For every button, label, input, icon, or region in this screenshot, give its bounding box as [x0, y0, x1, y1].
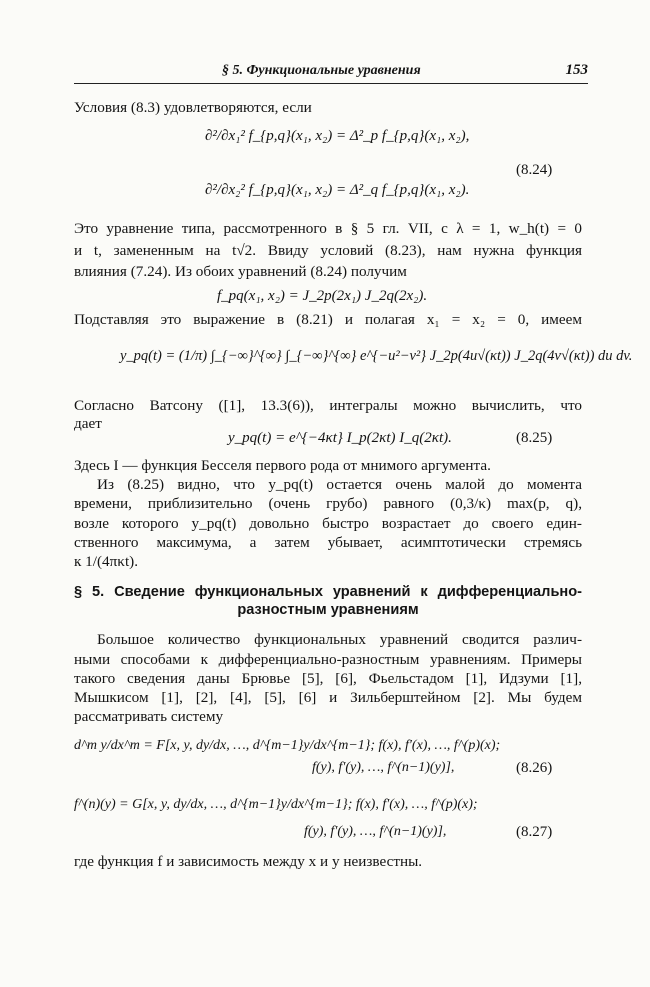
header-rule	[74, 83, 588, 84]
equation-8-26-second: f(y), f′(y), …, f^(n−1)(y)],	[312, 760, 455, 775]
text-line: Это уравнение типа, рассмотренного в § 5 гл. VII, с λ = 1, w_h(t) = 0	[74, 220, 582, 237]
equation-fpq: f_pq(x₁, x₂) = J_2p(2x₁) J_2q(2x₂).	[217, 288, 428, 304]
equation-number: (8.24)	[516, 162, 553, 178]
equation-number: (8.25)	[516, 430, 553, 446]
text-line: к 1/(4πκt).	[74, 553, 139, 570]
equation-number: (8.26)	[516, 760, 553, 776]
text-line: где функция f и зависимость между x и y неизвестны.	[74, 853, 423, 870]
equation-8-27-second: f(y), f′(y), …, f^(n−1)(y)],	[304, 824, 447, 839]
text-line: Из (8.25) видно, что y_pq(t) остается очень малой до момента	[97, 476, 582, 493]
section-heading-continued: разностным уравнениям	[237, 602, 419, 618]
page-header	[74, 60, 588, 84]
section-heading: § 5. Сведение функциональных уравнений к дифференциально-	[74, 584, 582, 600]
text-line: возле которого y_pq(t) довольно быстро возрастает до своего един-	[74, 515, 582, 532]
equation-8-24-second: ∂²/∂x₂² f_{p,q}(x₁, x₂) = Δ²_q f_{p,q}(x₁, x₂).	[205, 182, 470, 198]
equation-8-27-first: f^(n)(y) = G[x, y, dy/dx, …, d^{m−1}y/dx^{m−1}; f(x), f′(x), …, f^(p)(x);	[74, 797, 478, 812]
running-title: § 5. Функциональные уравнения	[222, 63, 421, 78]
text-line: Условия (8.3) удовлетворяются, если	[74, 99, 312, 116]
text-line: влияния (7.24). Из обоих уравнений (8.24) получим	[74, 263, 407, 280]
equation-number: (8.27)	[516, 824, 553, 840]
equation-8-26-first: d^m y/dx^m = F[x, y, dy/dx, …, d^{m−1}y/dx^{m−1}; f(x), f′(x), …, f^(p)(x);	[74, 738, 501, 753]
text-line: ственного максимума, а затем убывает, асимптотически стремясь	[74, 534, 582, 551]
text-line: и t, замененным на t√2. Ввиду условий (8.23), нам нужна функция	[74, 242, 582, 259]
text-line: Подставляя это выражение в (8.21) и полагая x₁ = x₂ = 0, имеем	[74, 311, 582, 328]
text-line: Большое количество функциональных уравнений сводится различ-	[97, 631, 582, 648]
text-line: Здесь I — функция Бесселя первого рода от мнимого аргумента.	[74, 457, 491, 474]
equation-8-24-first: ∂²/∂x₁² f_{p,q}(x₁, x₂) = Δ²_p f_{p,q}(x₁, x₂),	[205, 128, 470, 144]
page-number: 153	[565, 62, 588, 78]
text-line: дает	[74, 415, 102, 432]
text-line: рассматривать систему	[74, 708, 224, 725]
text-line: Согласно Ватсону ([1], 13.3(6)), интегралы можно вычислить, что	[74, 397, 582, 414]
text-line: времени, приблизительно (очень грубо) равного (0,3/κ) max(p, q),	[74, 495, 582, 512]
text-line: Мышкисом [1], [2], [4], [5], [6] и Зильберштейном [2]. Мы будем	[74, 689, 582, 706]
equation-ypq-integral: y_pq(t) = (1/π) ∫_{−∞}^{∞} ∫_{−∞}^{∞} e^{−u²−v²} J_2p(4u√(κt)) J_2q(4v√(κt)) du dv.	[120, 348, 633, 364]
text-line: ными способами к дифференциально-разностным уравнениям. Примеры	[74, 651, 582, 668]
text-line: такого сведения даны Брювье [5], [6], Фьельстадом [1], Идзуми [1],	[74, 670, 582, 687]
equation-8-25: y_pq(t) = e^{−4κt} I_p(2κt) I_q(2κt).	[228, 430, 452, 446]
